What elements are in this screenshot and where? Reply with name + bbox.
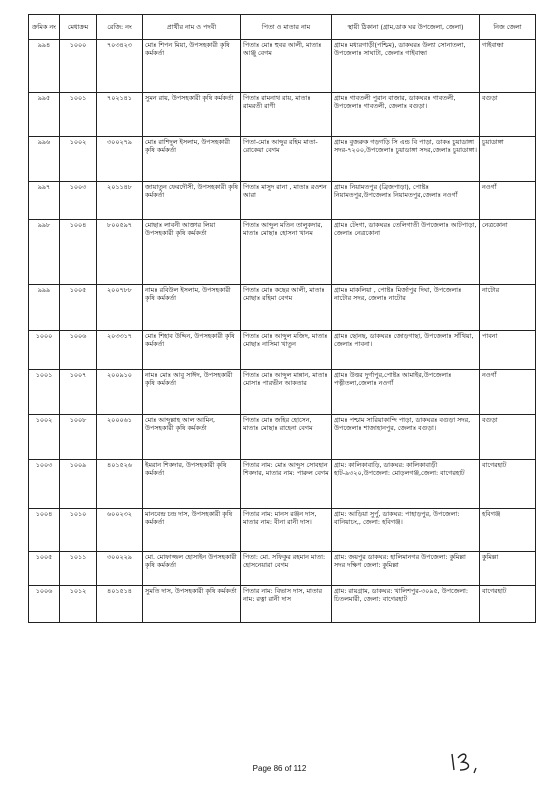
cell-district: বাগেরহাট <box>480 586 536 623</box>
cell-district: পাবনা <box>480 331 536 370</box>
handwritten-initials <box>448 748 508 774</box>
table-row <box>29 220 536 285</box>
cell-merit: ১০১০ <box>60 509 97 552</box>
table-row <box>29 552 536 586</box>
cell-serial: ১০০৪ <box>29 509 60 552</box>
cell-reg: ৭০৩৪২৩ <box>97 40 143 93</box>
cell-reg: ২০০৯১০ <box>97 370 143 415</box>
cell-reg: ৭০২১৪১ <box>97 93 143 137</box>
header-reg: রেজি: নং <box>97 15 143 40</box>
cell-reg: ৩০০২৭৯ <box>97 137 143 182</box>
cell-district: নওগাঁ <box>480 370 536 415</box>
cell-name: জায়াতুন ফেরদৌসী, উপসহকারী কৃষি কর্মকর্তা <box>143 182 241 220</box>
cell-address: গ্রামঃ গাবতলী পুরান বাজার, ডাকঘরঃ গাবতলী, উপজেলাঃ গাবতলী, জেলাঃ বগুড়া। <box>332 93 480 137</box>
cell-parents: পিতাঃ মোঃ আব্দুল মান্নান, মাতাঃ মোসাঃ পারভীন আকতার <box>241 370 332 415</box>
header-serial: ক্রমিক নং <box>29 15 60 40</box>
cell-address: গ্রামঃ ছোনছ, ডাকঘরঃ জোড়গাছা, উপজেলাঃ সাঁথিয়া, জেলাঃ পাবনা। <box>332 331 480 370</box>
cell-reg: ২০০৭৮৮ <box>97 285 143 331</box>
header-address: স্থায়ী ঠিকানা (গ্রাম,ডাক ঘর উপজেলা, জেলা) <box>332 15 480 40</box>
cell-merit: ১০১১ <box>60 552 97 586</box>
cell-district: নেত্রকোনা <box>480 220 536 285</box>
header-parents: পিতা ও মাতার নাম <box>241 15 332 40</box>
cell-parents: পিতাঃ মোঃ কছের আলী, মাতাঃ মোছাঃ রহিমা বেগম <box>241 285 332 331</box>
table-row <box>29 93 536 137</box>
cell-serial: ১০০৫ <box>29 552 60 586</box>
cell-parents: পিতাঃ মোঃ জহির হোসেন, মাতাঃ মোছাঃ রাহেনা বেগম <box>241 415 332 460</box>
cell-serial: ৯৯৯ <box>29 285 60 331</box>
header-name: প্রার্থীর নাম ও পদবী <box>143 15 241 40</box>
table-row <box>29 370 536 415</box>
cell-district: গাইবান্ধা <box>480 40 536 93</box>
cell-parents: পিতার নাম: বিভাস দাস, মাতার নাম: রত্না রানী দাস <box>241 586 332 623</box>
cell-merit: ১০১২ <box>60 586 97 623</box>
cell-merit: ১০০৫ <box>60 285 97 331</box>
cell-parents: পিতাঃ মাসুদ রানা , মাতাঃ রওশন আরা <box>241 182 332 220</box>
cell-district: নাটোর <box>480 285 536 331</box>
cell-parents: পিতাঃ রামনাথ রায়, মাতাঃ রামরতী রাণী <box>241 93 332 137</box>
cell-reg: ৮০০৫৯৭ <box>97 220 143 285</box>
table-row <box>29 509 536 552</box>
table-row <box>29 331 536 370</box>
cell-name: মোঃ শিহাব উদ্দিন, উপসহকারী কৃষি কর্মকর্তা <box>143 331 241 370</box>
cell-name: নামঃ রবিউল ইসলাম, উপসহকারী কৃষি কর্মকর্তা <box>143 285 241 331</box>
header-district: নিজ জেলা <box>480 15 536 40</box>
table-row <box>29 415 536 460</box>
cell-merit: ১০০৩ <box>60 182 97 220</box>
cell-serial: ৯৯৫ <box>29 93 60 137</box>
cell-serial: ১০০০ <box>29 331 60 370</box>
merit-list-table <box>28 14 536 623</box>
cell-district: বগুড়া <box>480 415 536 460</box>
cell-merit: ১০০০ <box>60 40 97 93</box>
cell-reg: ৪০১৫২৬ <box>97 460 143 509</box>
cell-name: মানবেন্দ্র চন্দ্র দাস, উপসহকারী কৃষি কর্মকর্তা <box>143 509 241 552</box>
cell-reg: ৩০০২২৯ <box>97 552 143 586</box>
table-row <box>29 40 536 93</box>
cell-address: গ্রামঃ পশ্চাম সারিয়াকান্দি পাড়া, ডাকঘরঃ বগুড়া সদর, উপজেলাঃ শাজাহানপুর, জেলাঃ বগুড়া। <box>332 415 480 460</box>
cell-address: গ্রামঃ মধ্যরগাড়ী(পশ্চিম), ডাকঘরঃ উল্যা সোনাতলা, উপজেলাঃ সাঘাটা, জেলাঃ গাইবান্ধা <box>332 40 480 93</box>
cell-parents: পিতাঃ মোঃ আব্দুল মজিদ, মাতাঃ মোছাঃ নাসিমা খাতুন <box>241 331 332 370</box>
cell-reg: ২০১১৪৮ <box>97 182 143 220</box>
cell-name: নামঃ মোঃ আবু সাঈদ, উপসহকারী কৃষি কর্মকর্তা <box>143 370 241 415</box>
cell-name: মোঃ শিপন মিয়া, উপসহকারী কৃষি কর্মকর্তা <box>143 40 241 93</box>
cell-parents: পিতাঃ আব্দুল মতিন তালুকদার, মাতাঃ মোছাঃ হোসনা খানম <box>241 220 332 285</box>
cell-address: গ্রামঃ উত্তর দুর্গাপুর,পোষ্টঃ আমাইর,উপজেলাঃ পত্নীতলা,জেলাঃ নওগাঁ <box>332 370 480 415</box>
cell-parents: পিতার নাম: মোঃ আব্দুস সোবহান শিকদার, মাতার নাম: পারুল বেগম <box>241 460 332 509</box>
cell-reg: ২০০০৬১ <box>97 415 143 460</box>
cell-address: গ্রাম: রায়গ্রাম, ডাকঘর: খালিশপুর-৩০৯৫, উপজেলা: চিতলমারী, জেলা: বাগেরহাট <box>332 586 480 623</box>
cell-name: মো. মোফাজ্জল হোসাইন উপসহকারী কৃষি কর্মকর্তা <box>143 552 241 586</box>
cell-district: বাগেরহাট <box>480 460 536 509</box>
cell-serial: ৯৯৮ <box>29 220 60 285</box>
cell-merit: ১০০১ <box>60 93 97 137</box>
cell-name: মোছাঃ লাবনী আক্তার লিয়া উপসহকারী কৃষি কর্মকর্তা <box>143 220 241 285</box>
cell-reg: ২০৩৩১৭ <box>97 331 143 370</box>
cell-address: গ্রাম: কালিকাবাড়ি, ডাকঘর: কালিকাবাড়ী হাট-৯৩২০,উপজেলা: মোড়লগঞ্জ,জেলা: বাগেরহাট <box>332 460 480 509</box>
cell-address: গ্রামঃ মাকলিয়া , পোষ্টঃ মির্জাপুর দিঘা, উপজেলাঃ নাটোর সদর, জেলাঃ নাটোর <box>332 285 480 331</box>
cell-merit: ১০০৮ <box>60 415 97 460</box>
cell-reg: ৬০০২৩২ <box>97 509 143 552</box>
header-merit: মেধাক্রম <box>60 15 97 40</box>
table-row <box>29 586 536 623</box>
cell-name: মোঃ আব্দুল্লাহ আল আমিন, উপসহকারী কৃষি কর্মকর্তা <box>143 415 241 460</box>
cell-serial: ১০০২ <box>29 415 60 460</box>
cell-merit: ১০০৬ <box>60 331 97 370</box>
cell-serial: ১০০১ <box>29 370 60 415</box>
cell-name: ইমরান শিকদার, উপসহকারী কৃষি কর্মকর্তা <box>143 460 241 509</box>
cell-address: গ্রাম: আড়িয়া সুর্পু, ডাকঘর: পাহাড়পুর, উপজেলা: বানিয়াচং,, জেলা: হবিগঞ্জ। <box>332 509 480 552</box>
cell-merit: ১০০৯ <box>60 460 97 509</box>
cell-parents: পিতাঃ মোঃ হুবর আলী, মাতাঃ আঞ্জু বেগম <box>241 40 332 93</box>
table-row <box>29 137 536 182</box>
cell-name: সুমতি দাস, উপসহকারী কৃষি কর্মকর্তা <box>143 586 241 623</box>
header-row <box>29 15 536 40</box>
cell-district: কুমিল্লা <box>480 552 536 586</box>
cell-district: বগুড়া <box>480 93 536 137</box>
cell-address: গ্রামঃ নিয়ামতপুর (ব্রিজপাড়া), পোষ্টঃ নিয়ামতপুর,উপজেলাঃ নিয়ামতপুর,জেলাঃ নওগাঁ <box>332 182 480 220</box>
cell-parents: পিতা-মোঃ আব্দুর রহিম মাতা-রোকেয়া বেগম <box>241 137 332 182</box>
cell-serial: ১০০৬ <box>29 586 60 623</box>
cell-merit: ১০০৪ <box>60 220 97 285</box>
cell-address: গ্রাম: জয়পুর ডাকঘর: হালিমানগর উপজেলা: কুমিল্লা সদর দক্ষিণ জেলা: কুমিল্লা <box>332 552 480 586</box>
page-number: Page 86 of 112 <box>252 764 307 773</box>
cell-district: হবিগঞ্জ <box>480 509 536 552</box>
cell-district: চুয়াডাঙ্গা <box>480 137 536 182</box>
cell-name: মোঃ রাশিদুল ইসলাম, উপসহকারী কৃষি কর্মকর্তা <box>143 137 241 182</box>
cell-merit: ১০০৭ <box>60 370 97 415</box>
cell-serial: ৯৯৬ <box>29 137 60 182</box>
cell-address: গ্রামঃ বুজরুক গড়গড়ি সি এন্ড বি পাড়া, ডাকঃ চুয়াডাঙ্গা সদর-৭২০০,উপজেলাঃ চুয়াডাঙ্গা সদর,জেলাঃ চুয়াডাঙ্গা। <box>332 137 480 182</box>
cell-serial: ৯৯৪ <box>29 40 60 93</box>
cell-serial: ১০০৩ <box>29 460 60 509</box>
cell-address: গ্রামঃ টেংগা, ডাকঘরঃ তেলিগাতী উপজেলাঃ আটপাড়া, জেলাঃ নেত্রকোনা <box>332 220 480 285</box>
table-row <box>29 285 536 331</box>
table-row <box>29 182 536 220</box>
cell-serial: ৯৯৭ <box>29 182 60 220</box>
cell-name: সুমন রায়, উপসহকারী কৃষি কর্মকর্তা <box>143 93 241 137</box>
cell-merit: ১০০২ <box>60 137 97 182</box>
cell-parents: পিতা: মো. সফিকুর রহমান মাতা: হোসনেয়ারা বেগম <box>241 552 332 586</box>
cell-district: নওগাঁ <box>480 182 536 220</box>
table-row <box>29 460 536 509</box>
cell-reg: ৪০১৫১৪ <box>97 586 143 623</box>
cell-parents: পিতার নাম: মানস রঞ্জন দাস, মাতার নাম: বীনা রানী দাস। <box>241 509 332 552</box>
